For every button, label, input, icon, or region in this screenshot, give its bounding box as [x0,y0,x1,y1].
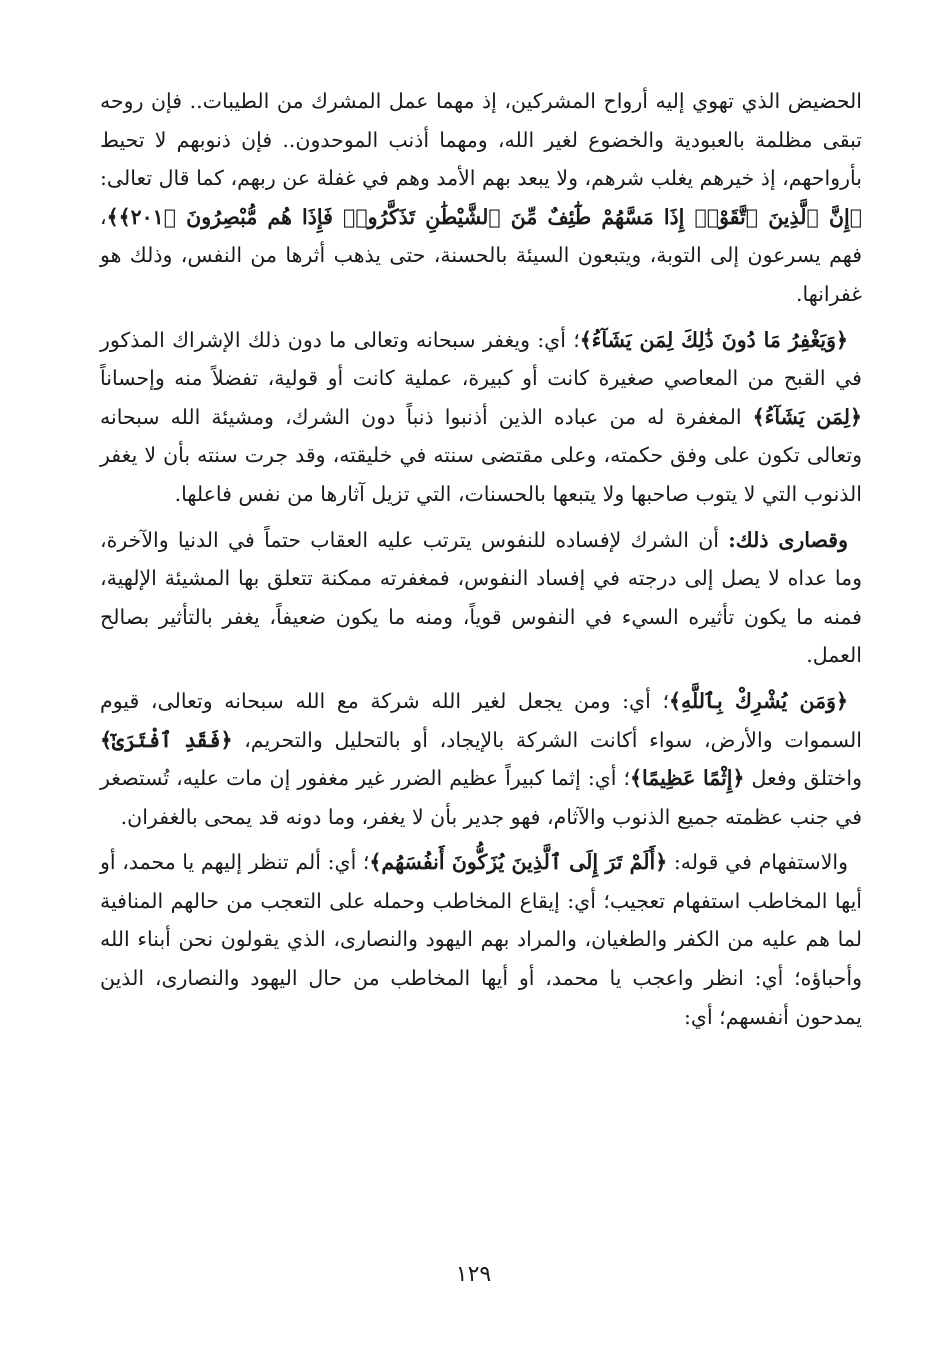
paragraph-text: ؛ أي: ويغفر سبحانه وتعالى ما دون ذلك الإشراك المذكور في القبح من المعاصي صغيرة كانت أو كبيرة، عملية كانت أو قولية، تفضلاً منه وإحساناً [100,327,862,391]
paragraph-lead: وقصارى ذلك: [728,527,848,552]
paragraph-3 [100,521,862,675]
paragraph-text: ؛ أي: إثما كبيراً عظيم الضرر غير مغفور إن مات عليه، تُستصغر في جنب عظمته جميع الذنوب والآثام، فهو جدير بأن لا يغفر، وما دونه قد يمحى بالغفران. [100,766,862,829]
quran-verse: ﴿لِمَن يَشَآءُ﴾ [752,404,862,429]
paragraph-4 [100,682,862,836]
quran-verse: ﴿وَمَن يُشْرِكْ بِٱللَّهِ﴾ [668,688,848,713]
paragraph-text: ، فهم يسرعون إلى التوبة، ويتبعون السيئة بالحسنة، حتى يذهب أثرها من النفس، وذلك هو غفرانها. [100,204,862,306]
paragraph-text: ؛ أي: ألم تنظر إليهم يا محمد، أو أيها المخاطب استفهام تعجيب؛ أي: إيقاع المخاطب وحمله على التعجب من حالهم المنافية لما هم عليه من الكفر والطغيان، والمراد بهم اليهود والنصارى، الذي يقولون نحن أبناء الله وأحباؤه؛ أي: انظر واعجب يا محمد، أو أيها المخاطب من حال اليهود والنصارى، الذين يمدحون أنفسهم؛ أي: [100,850,862,1029]
paragraph-text: واختلق وفعل [744,766,863,791]
quran-verse: ﴿إِثْمًا عَظِيمًا﴾ [630,766,745,791]
paragraph-text: الحضيض الذي تهوي إليه أرواح المشركين، إذ مهما عمل المشرك من الطيبات.. فإن روحه تبقى مظلمة بالعبودية والخضوع لغير الله، ومهما أذنب الموحدون.. فإن ذنوبهم لا تحيط بأرواحهم، إذ خيرهم يغلب شرهم، ولا يبعد بهم الأمد وهم في غفلة عن ربهم، كما قال تعالى: [100,89,862,191]
quran-verse: ﴿فَقَدِ ٱفْتَرَىٰٓ﴾ [100,727,233,752]
page-body [100,82,862,1282]
paragraph-text: ؛ أي: ومن يجعل لغير الله شركة مع الله سبحانه وتعالى، قيوم السموات والأرض، سواء أكانت الشركة بالإيجاد، أو بالتحليل والتحريم، [100,688,862,752]
page-number: ١٢٩ [455,1262,492,1287]
quran-verse: ﴿أَلَمْ تَرَ إِلَى ٱلَّذِينَ يُزَكُّونَ أَنفُسَهُم﴾ [369,850,668,875]
paragraph-1 [100,82,862,314]
paragraph-text: والاستفهام في قوله: [667,850,848,875]
quran-verse: ﴿وَيَغْفِرُ مَا دُونَ ذَٰلِكَ لِمَن يَشَآءُ﴾ [579,327,848,352]
paragraph-2 [100,321,862,514]
paragraph-text: المغفرة له من عباده الذين أذنبوا ذنباً دون الشرك، ومشيئة الله سبحانه وتعالى تكون على وفق حكمته، وعلى مقتضى سنته في خليقته، وقد جرت سنته بأن لا يغفر الذنوب التي لا يتوب صاحبها ولا يتبعها بالحسنات، التي تزيل آثارها من نفس فاعلها. [100,404,862,506]
paragraph-5 [100,843,862,1036]
quran-verse: ﴿إِنَّ ٱلَّذِينَ ٱتَّقَوْا۟ إِذَا مَسَّهُمْ طَٰٓئِفٌ مِّنَ ٱلشَّيْطَٰنِ تَذَكَّرُوا۟ فَإِذَا هُم مُّبْصِرُونَ ﴿٢٠١﴾﴾ [106,204,862,229]
paragraph-text: أن الشرك لإفساده للنفوس يترتب عليه العقاب حتماً في الدنيا والآخرة، وما عداه لا يصل إلى درجته في إفساد النفوس، فمغفرته ممكنة تتعلق بها المشيئة الإلهية، فمنه ما يكون تأثيره السيء في النفوس قوياً، ومنه ما يكون ضعيفاً، يغفر بالتأثير بصالح العمل. [100,527,862,668]
